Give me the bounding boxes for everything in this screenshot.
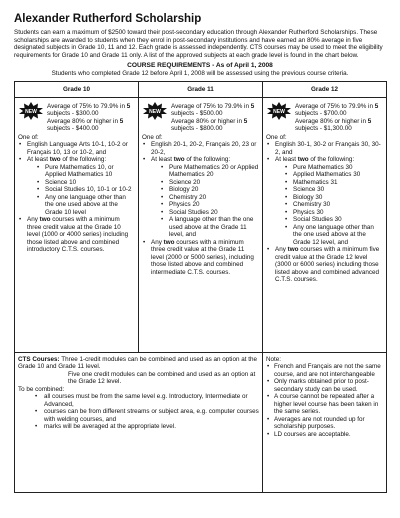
requirements-subheading: Students who completed Grade 12 before April 1, 2008 will be assessed using the previous course criteria. [51,70,349,78]
document-page [14,12,386,493]
list-item: • Applied Mathematics 30 [275,171,383,179]
one-of-label: One of: [18,133,39,141]
list-item: • Any two courses with a minimum three credit value at the Grade 11 level (2000 or 5000 series), including those listed above and combined intermediate C.T.S. courses. [142,239,259,277]
list-item: • English Language Arts 10-1, 10-2 or Français 10, 13 or 10-2, and [18,141,135,156]
list-item: • Social Studies 20 [151,209,259,217]
average-line-1: Average of 75% to 79.9% in 5 subjects - $300.00 [47,102,131,118]
requirements-table [14,81,387,493]
list-item: • Averages are not rounded up for scholarship purposes. [266,416,383,431]
one-of-label: One of: [266,133,287,141]
list-item: • Biology 20 [151,186,259,194]
table-body-row [15,97,387,352]
list-item: • French and Français are not the same course, and are not interchangeable [266,363,383,378]
list-item: • Chemistry 20 [151,194,259,202]
grade-11-header: Grade 11 [139,81,263,97]
list-item: • A course cannot be repeated after a higher level course has been taken in the same series. [266,393,383,416]
list-item: • Any two courses with a minimum three credit value at the Grade 10 level (1000 or 4000 series) including those listed above and combined introductory C.T.S. courses. [18,216,135,254]
new-badge-icon [18,102,44,120]
list-item: • Pure Mathematics 30 [275,164,383,172]
list-item: • Chemistry 30 [275,201,383,209]
list-item: • Mathematics 31 [275,179,383,187]
cts-line-1: CTS Courses: Three 1-credit modules can be combined and used as an option at the Grade 10 and Grade 11 level. [18,355,257,371]
list-item: • Science 20 [151,179,259,187]
cts-courses-cell [15,352,263,492]
list-item: • Social Studies 30 [275,216,383,224]
badge-label: NEW [273,108,285,115]
list-item: • Any two courses with a minimum five credit value at the Grade 12 level (3000 or 6000 series) including those listed above and combined advanced C.T.S. courses. [266,246,383,284]
average-line-2: Average 80% or higher in 5 subjects - $400.00 [47,117,124,133]
list-item: • Social Studies 10, 10-1 or 10-2 [27,186,135,194]
list-item: • all courses must be from the same level e.g. Introductory, Intermediate or Advanced, [18,393,259,408]
list-item: • Any one language other than the one used above at the Grade 10 level [27,194,135,217]
average-line-2: Average 80% or higher in 5 subjects - $1,300.00 [295,117,372,133]
cts-combined-label: To be combined: [18,385,65,393]
cts-list [18,393,259,431]
grade-10-list [18,141,135,254]
grade-10-averages [18,103,135,133]
list-item: • A language other than the one used above at the Grade 11 level, and [151,216,259,239]
grade-10-column [15,97,139,352]
badge-label: NEW [25,108,37,115]
list-item: • English 20-1, 20-2, Français 20, 23 or 20-2, [142,141,259,156]
list-item: • At least two of the following: • Pure Mathematics 10, or Applied Mathematics 10 • Science 10 • Social Studies 10, 10-1 or 10-2 • Any one language other than the one used above at the Grade 10 level [18,156,135,216]
grade-12-header: Grade 12 [263,81,387,97]
average-line-2: Average 80% or higher in 5 subjects - $800.00 [171,117,248,133]
list-item: • English 30-1, 30-2 or Français 30, 30-2, and [266,141,383,156]
new-badge-icon [142,102,168,120]
list-item: • Pure Mathematics 10, or Applied Mathematics 10 [27,164,135,179]
new-badge-icon [266,102,292,120]
grade-11-list [142,141,259,276]
grade-11-averages [142,103,259,133]
average-line-1: Average of 75% to 79.9% in 5 subjects - $700.00 [295,102,379,118]
one-of-label: One of: [142,133,163,141]
list-item: • At least two of the following: • Pure Mathematics 30 • Applied Mathematics 30 • Mathematics 31 • Science 30 • Biology 30 • Chemistry 30 • Physics 30 • Social Studies 30 • Any one language other than the one used above at the Grade 12 level, and [266,156,383,246]
list-item: • Science 30 [275,186,383,194]
grade-12-averages [266,103,383,133]
list-item: • courses can be from different streams or subject area, e.g. computer courses with welding courses, and [18,408,259,423]
note-cell [263,352,387,492]
list-item: • Any one language other than the one used above at the Grade 12 level, and [275,224,383,247]
subject-sublist [151,164,259,239]
list-item: • LD courses are acceptable. [266,431,383,439]
grade-10-header: Grade 10 [15,81,139,97]
list-item: • Physics 20 [151,201,259,209]
badge-label: NEW [149,108,161,115]
list-item: • marks will be averaged at the appropriate level. [18,423,259,431]
grade-11-column [139,97,263,352]
list-item: • Pure Mathematics 20 or Applied Mathematics 20 [151,164,259,179]
note-label: Note: [266,355,282,363]
average-line-1: Average of 75% to 79.9% in 5 subjects - $500.00 [171,102,255,118]
list-item: • Physics 30 [275,209,383,217]
table-footer-row [15,352,387,492]
list-item: • Biology 30 [275,194,383,202]
subject-sublist [27,164,135,217]
note-list [266,363,383,438]
page-title: Alexander Rutherford Scholarship [14,13,202,25]
intro-paragraph: Students can earn a maximum of $2500 toward their post-secondary education through Alexander Rutherford Scholarships. These scholarships are awarded to students when they enrol in post-secondary institutions and have earned an 80% average in five designated subjects in Grade 10, 11 and 12. Each grade is assessed independently. CTS courses may be used to meet the eligibility requirements for Grade 10 and Grade 11 only. A list of the approved subjects at each grade level is found in the chart below. [14,29,383,59]
list-item: • Only marks obtained prior to post-secondary study can be used. [266,378,383,393]
subject-sublist [275,164,383,247]
requirements-heading: COURSE REQUIREMENTS - As of April 1, 2008 [127,62,273,70]
list-item: • Science 10 [27,179,135,187]
list-item: • At least two of the following: • Pure Mathematics 20 or Applied Mathematics 20 • Science 20 • Biology 20 • Chemistry 20 • Physics 20 • Social Studies 20 • A language other than the one used above at the Grade 11 level, and [142,156,259,239]
grade-12-list [266,141,383,284]
grade-12-column [263,97,387,352]
cts-line-2: Five one credit modules can be combined and used as an option at the Grade 12 level. [68,370,256,386]
table-header-row [15,81,387,97]
